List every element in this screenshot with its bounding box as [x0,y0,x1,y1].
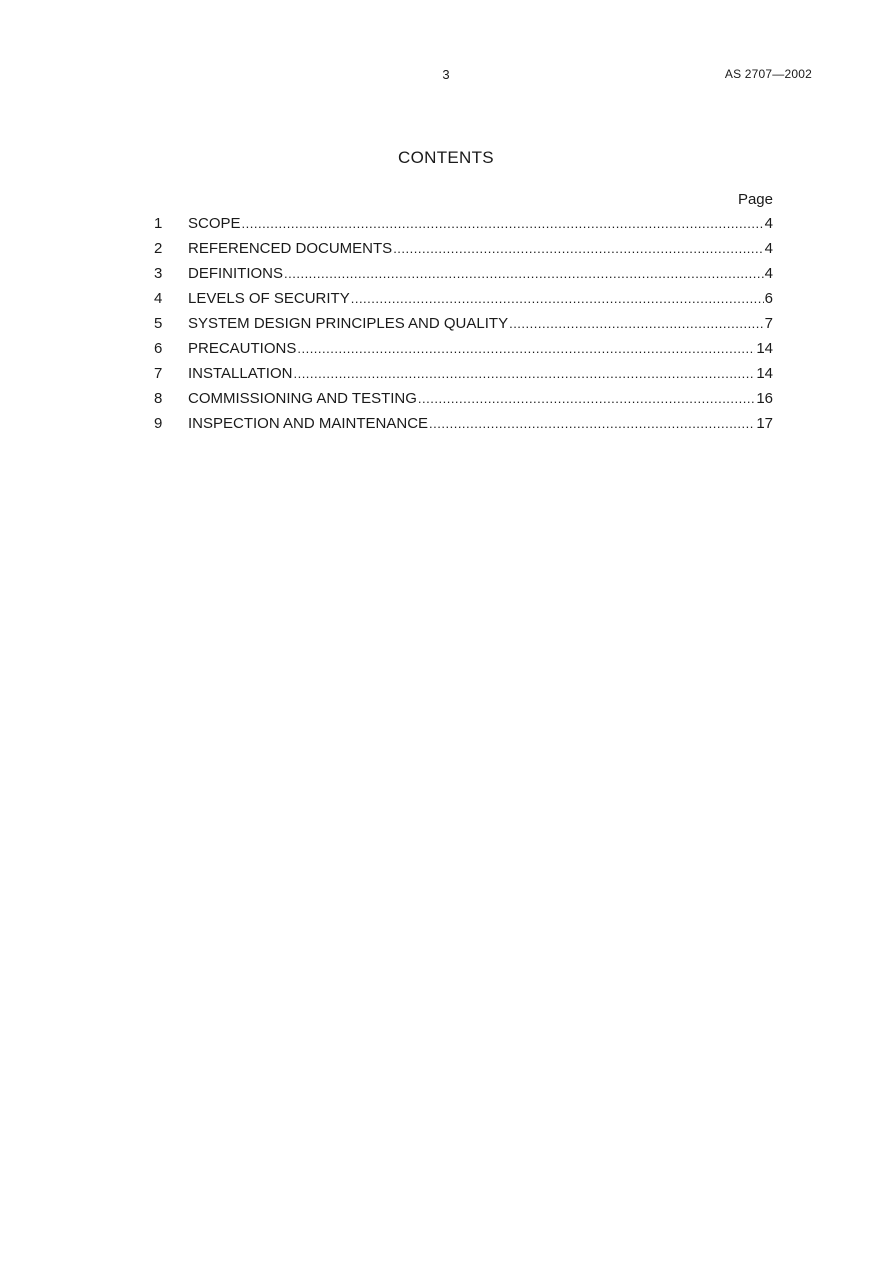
dot-leader [284,261,764,286]
toc-entry-page: 14 [756,340,773,357]
toc-entry[interactable] [154,261,773,286]
toc-entry-page: 6 [764,290,773,307]
toc-entry-number: 6 [154,340,163,357]
page-number: 3 [442,67,450,82]
toc-entry-page: 4 [764,240,773,257]
toc-entry[interactable] [154,211,773,236]
toc-entry[interactable] [154,286,773,311]
toc-entry[interactable] [154,336,773,361]
toc-entry[interactable] [154,361,773,386]
toc-entry-number: 3 [154,265,163,282]
dot-leader [429,411,755,436]
dot-leader [351,286,764,311]
toc-entry-number: 1 [154,215,163,232]
toc-entry-number: 4 [154,290,163,307]
toc-entry-page: 4 [764,265,773,282]
standard-identifier: AS 2707—2002 [724,67,812,81]
toc-entry-number: 2 [154,240,163,257]
toc-entry-title: COMMISSIONING AND TESTING [188,390,417,407]
toc-entry-title: REFERENCED DOCUMENTS [188,240,393,257]
toc-entry-page: 7 [764,315,773,332]
toc-entry-title: SYSTEM DESIGN PRINCIPLES AND QUALITY [188,315,509,332]
toc-entry-number: 8 [154,390,163,407]
dot-leader [418,386,755,411]
toc-entry[interactable] [154,411,773,436]
dot-leader [297,336,755,361]
toc-entry-title: INSTALLATION [188,365,293,382]
toc-entry-title: INSPECTION AND MAINTENANCE [188,415,429,432]
toc-entry-page: 4 [764,215,773,232]
table-of-contents [154,188,773,436]
page-column-label: Page [737,191,773,208]
toc-entry-number: 9 [154,415,163,432]
toc-entry-title: LEVELS OF SECURITY [188,290,350,307]
toc-entry[interactable] [154,236,773,261]
toc-entry-title: SCOPE [188,215,241,232]
toc-entry-title: PRECAUTIONS [188,340,297,357]
toc-entry[interactable] [154,311,773,336]
dot-leader [393,236,763,261]
toc-entry-page: 14 [756,365,773,382]
dot-leader [293,361,755,386]
toc-entry-page: 16 [756,390,773,407]
dot-leader [509,311,764,336]
contents-heading: CONTENTS [398,148,494,167]
toc-entry[interactable] [154,386,773,411]
toc-entry-page: 17 [756,415,773,432]
dot-leader [242,211,764,236]
toc-entry-title: DEFINITIONS [188,265,284,282]
toc-entry-number: 7 [154,365,163,382]
toc-entry-number: 5 [154,315,163,332]
